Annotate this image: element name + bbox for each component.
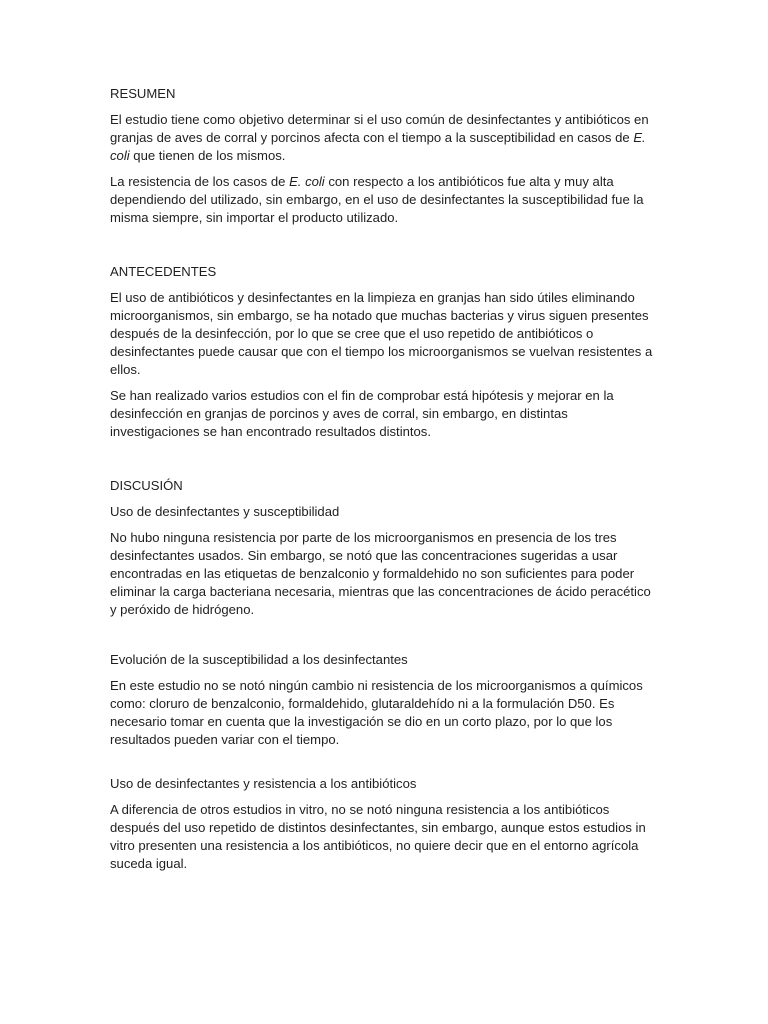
resumen-heading: RESUMEN bbox=[110, 86, 176, 101]
resumen-section bbox=[110, 85, 660, 227]
antecedentes-section bbox=[110, 263, 660, 441]
resumen-paragraph-1 bbox=[110, 111, 660, 165]
resumen-p2-text-b: con respecto a los antibióticos fue alta y muy alta dependiendo del utilizado, sin embargo, en el uso de desinfectantes la susceptibilidad fue la misma siempre, sin importar el producto utilizado. bbox=[110, 174, 644, 225]
document-page bbox=[110, 85, 660, 881]
resumen-p2-text-a: La resistencia de los casos de bbox=[110, 174, 290, 189]
discusion-subheading-1: Uso de desinfectantes y susceptibilidad bbox=[110, 504, 340, 519]
antecedentes-heading: ANTECEDENTES bbox=[110, 264, 217, 279]
discusion-paragraph-2: En este estudio no se notó ningún cambio ni resistencia de los microorganismos a químicos como: cloruro de benzalconio, formaldehido, glutaraldehído ni a la formulación D50. Es necesario tomar en cuenta que la investigación se dio en un corto plazo, por lo que los resultados pueden variar con el tiempo. bbox=[110, 678, 643, 747]
discusion-paragraph-1: No hubo ninguna resistencia por parte de los microorganismos en presencia de los tres desinfectantes usados. Sin embargo, se notó que las concentraciones sugeridas a usar encontradas en las etiquetas de benzalconio y formaldehido no son suficientes para poder eliminar la carga bacteriana necesaria, mientras que las concentraciones de ácido peracético y peróxido de hidrógeno. bbox=[110, 530, 651, 617]
antecedentes-paragraph-1: El uso de antibióticos y desinfectantes en la limpieza en granjas han sido útiles eliminando microorganismos, sin embargo, se ha notado que muchas bacterias y virus siguen presentes después de la desinfección, por lo que se cree que el uso repetido de antibióticos o desinfectantes puede causar que con el tiempo los microorganismos se vuelvan resistentes a ellos. bbox=[110, 290, 653, 377]
discusion-heading: DISCUSIÓN bbox=[110, 478, 183, 493]
resumen-p1-text-a: El estudio tiene como objetivo determinar si el uso común de desinfectantes y antibióticos en granjas de aves de corral y porcinos afecta con el tiempo a la susceptibilidad en casos de bbox=[110, 112, 649, 145]
resumen-p1-ecoli: E. coli bbox=[110, 130, 646, 163]
resumen-p2-ecoli: E. coli bbox=[289, 174, 325, 189]
discusion-paragraph-3: A diferencia de otros estudios in vitro, no se notó ninguna resistencia a los antibióticos después del uso repetido de distintos desinfectantes, sin embargo, aunque estos estudios in vitro presenten una resistencia a los antibióticos, no quiere decir que en el entorno agrícola suceda igual. bbox=[110, 802, 646, 871]
antecedentes-paragraph-2: Se han realizado varios estudios con el fin de comprobar está hipótesis y mejorar en la desinfección en granjas de porcinos y aves de corral, sin embargo, en distintas investigaciones se han encontrado resultados distintos. bbox=[110, 388, 614, 439]
discusion-subheading-2: Evolución de la susceptibilidad a los desinfectantes bbox=[110, 652, 408, 667]
discusion-subheading-3: Uso de desinfectantes y resistencia a los antibióticos bbox=[110, 776, 417, 791]
discusion-section bbox=[110, 477, 660, 873]
resumen-p1-text-b: que tienen de los mismos. bbox=[129, 148, 286, 163]
resumen-paragraph-2 bbox=[110, 173, 660, 227]
